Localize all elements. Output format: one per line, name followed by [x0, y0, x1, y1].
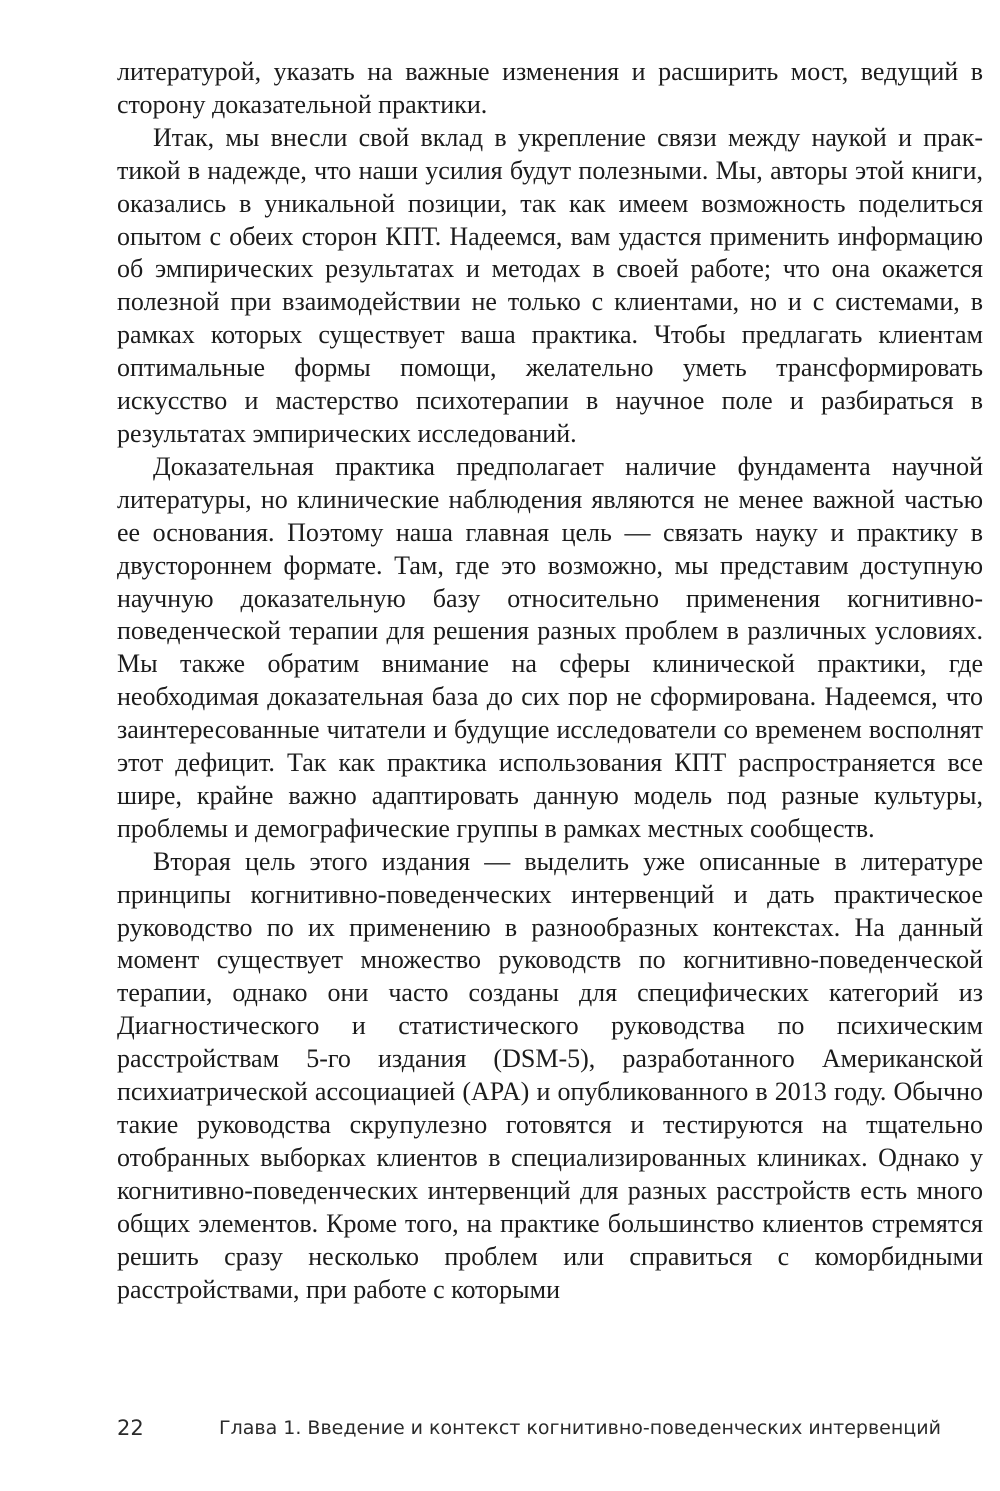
paragraph-contribution: Итак, мы внесли свой вклад в укрепление связи между наукой и практикой в надежде, что наши усилия будут полезными. Мы, авторы этой книги, оказались в уникальной позиции, так как имеем возможность поделиться опытом с обеих сторон КПТ. Надеемся, вам удастся применить информацию об эмпирических результатах и методах в своей работе; что она окажется полезной при взаимодействии не только с клиентами, но и с системами, в рамках которых существует ваша практика. Чтобы предлагать клиентам оптимальные формы помощи, желательно уметь трансформировать искусство и мастерство психотерапии в научное поле и разбираться в результатах эмпирических исследований.	[117, 122, 983, 448]
paragraph-continuation: литературой, указать на важные изменения и расширить мост, ведущий в сторону доказательной практики.	[117, 57, 983, 119]
running-head: Глава 1. Введение и контекст когнитивно-поведенческих интервенций	[219, 1417, 941, 1439]
body-text	[117, 56, 983, 1306]
page-footer	[117, 1413, 983, 1449]
page-number: 22	[117, 1416, 144, 1440]
paragraph-evidence-practice: Доказательная практика предполагает наличие фундамента научной литературы, но клинические наблюдения являются не менее важной частью ее основания. Поэтому наша главная цель — связать науку и практику в двустороннем формате. Там, где это возможно, мы представим доступную научную доказательную базу относительно применения когнитивно-поведенческой терапии для решения разных проблем в различных условиях. Мы также обратим внимание на сферы клинической практики, где необходимая доказательная база до сих пор не сформирована. Надеемся, что заинтересованные читатели и будущие исследователи со временем восполнят этот дефицит. Так как практика использования КПТ распространяется все шире, крайне важно адаптировать данную модель под разные культуры, проблемы и демографические группы в рамках местных сообществ.	[117, 451, 983, 843]
paragraph-second-goal: Вторая цель этого издания — выделить уже описанные в литературе принципы когнитивно-поведенческих интервенций и дать практическое руководство по их применению в разнообразных контекстах. На данный момент существует множество руководств по когнитивно-поведенческой терапии, однако они часто созданы для специфических категорий из Диагностического и статистического руководства по психическим расстройствам 5-го издания (DSM-5), разработанного Американской психиатрической ассоциацией (APA) и опубликованного в 2013 году. Обычно такие руководства скрупулезно готовятся и тестируются на тщательно отобранных выборках клиентов в специализированных клиниках. Однако у когнитивно-поведенческих интервенций для разных расстройств есть много общих элементов. Кроме того, на практике большинство клиентов стремятся решить сразу несколько проблем или справиться с коморбидными расстройствами, при работе с которыми	[117, 846, 983, 1304]
